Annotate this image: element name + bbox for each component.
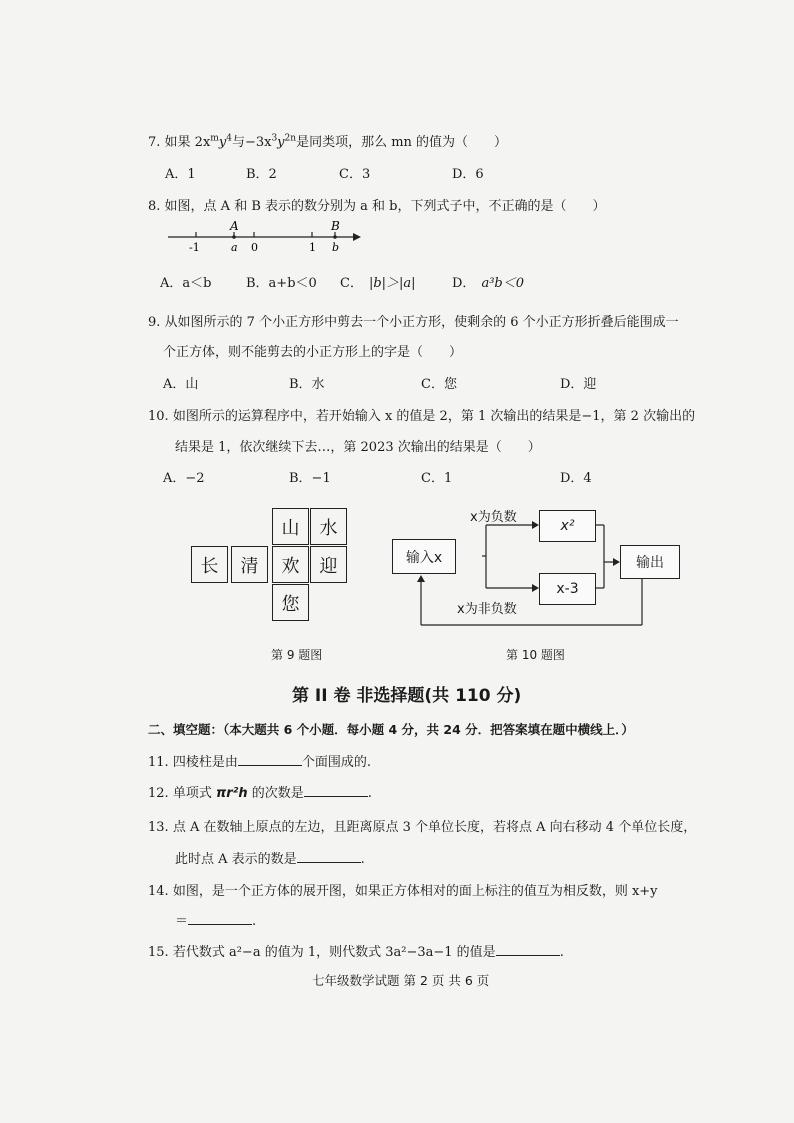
- q8-option-c: [340, 272, 416, 291]
- net-cell-qing: 清: [231, 546, 268, 583]
- question-11-text-post: 个面围成的.: [301, 755, 371, 770]
- question-14: [148, 880, 658, 899]
- monomial-expression: πr²h: [215, 786, 248, 801]
- exponent-m: m: [210, 133, 219, 144]
- arrow-icon: [613, 558, 620, 566]
- question-12-end: .: [367, 786, 372, 801]
- q7-option-b: B．2: [246, 167, 277, 182]
- question-10-line1: 如图所示的运算程序中，若开始输入 x 的值是 2，第 1 次输出的结果是−1，第 2 次输出的: [172, 409, 696, 424]
- q9-option-c: C．您: [421, 377, 457, 392]
- answer-blank[interactable]: [188, 924, 252, 925]
- number-line-figure: [160, 218, 370, 258]
- exponent-4: 4: [226, 133, 232, 144]
- flow-output-box: 输出: [620, 545, 680, 579]
- flow-minus3-box: x-3: [539, 573, 596, 605]
- question-number: 9.: [148, 315, 161, 330]
- option-letter: C．: [340, 276, 363, 291]
- question-number: 13.: [148, 820, 169, 835]
- figure-9-caption: 第 9 题图: [271, 648, 323, 662]
- question-12: [148, 782, 372, 801]
- arrow-icon: [353, 233, 361, 241]
- point-a-dot: [232, 235, 236, 239]
- q8-option-d: [452, 272, 524, 291]
- question-13-line2: [175, 848, 365, 867]
- question-9: [148, 311, 679, 330]
- flow-nonnegative-label: x为非负数: [457, 602, 517, 617]
- q9-option-a: A．山: [163, 377, 199, 392]
- exponent-3: 3: [271, 133, 278, 144]
- section-2-heading: 二、填空题：（本大题共 6 个小题．每小题 4 分，共 24 分．把答案填在题中横线上．）: [148, 722, 634, 737]
- net-cell-ying: 迎: [310, 546, 347, 583]
- question-10-line2: 结果是 1，依次继续下去…，第 2023 次输出的结果是（ ）: [175, 440, 541, 455]
- answer-blank[interactable]: [297, 862, 361, 863]
- question-14-text-pre: ＝: [175, 914, 189, 929]
- question-14-end: .: [252, 914, 257, 929]
- answer-blank[interactable]: [304, 796, 368, 797]
- question-number: 10.: [148, 409, 169, 424]
- label-A: A: [230, 219, 239, 233]
- question-13-end: .: [360, 852, 365, 867]
- square-expression: x²: [560, 518, 575, 534]
- question-number: 7.: [148, 135, 161, 150]
- arrow-icon: [532, 584, 539, 592]
- question-number: 14.: [148, 884, 169, 899]
- question-13: [148, 816, 696, 835]
- tick-label-a: a: [231, 241, 238, 254]
- arrow-icon: [532, 521, 539, 529]
- flow-input-box: 输入x: [392, 539, 456, 574]
- q10-option-a: A．−2: [163, 471, 205, 486]
- net-cell-huan: 欢: [272, 546, 309, 583]
- q10-option-d: D．4: [560, 471, 592, 486]
- net-cell-nin: 您: [272, 584, 309, 621]
- tick-label-neg1: -1: [189, 241, 200, 254]
- q8-option-a: A．a＜b: [160, 276, 212, 291]
- tick-label-b: b: [332, 241, 340, 254]
- option-expression: |b|＞|a|: [368, 276, 416, 291]
- question-8-text: 如图，点 A 和 B 表示的数分别为 a 和 b，下列式子中，不正确的是（ ）: [164, 199, 606, 214]
- question-9-line1: 从如图所示的 7 个小正方形中剪去一个小正方形，使剩余的 6 个小正方形折叠后能围成一: [164, 315, 679, 330]
- question-13-text-pre: 此时点 A 表示的数是: [175, 852, 297, 867]
- answer-blank[interactable]: [238, 765, 302, 766]
- question-number: 15.: [148, 945, 169, 960]
- flow-negative-label: x为负数: [470, 510, 517, 525]
- answer-blank[interactable]: [496, 955, 560, 956]
- point-b-dot: [333, 235, 337, 239]
- q9-option-b: B．水: [289, 377, 325, 392]
- question-8: [148, 195, 606, 214]
- question-14-line1: 如图，是一个正方体的展开图，如果正方体相对的面上标注的值互为相反数，则 x+y: [172, 884, 658, 899]
- q7-option-a: A．1: [165, 167, 196, 182]
- part-2-title: 第 II 卷 非选择题(共 110 分): [292, 686, 522, 706]
- question-14-line2: [175, 910, 256, 929]
- question-15-end: .: [559, 945, 564, 960]
- option-expression: a³b＜0: [481, 276, 524, 291]
- net-cell-shui: 水: [310, 508, 347, 545]
- question-7: [148, 131, 507, 150]
- question-15-text: 若代数式 a²−a 的值为 1，则代数式 3a²−3a−1 的值是: [172, 945, 496, 960]
- question-number: 11.: [148, 755, 169, 770]
- q10-option-c: C．1: [421, 471, 453, 486]
- question-12-text-pre: 单项式: [172, 786, 216, 801]
- question-number: 8.: [148, 199, 161, 214]
- question-11-text-pre: 四棱柱是由: [172, 755, 238, 770]
- variable-y2: y: [277, 135, 285, 150]
- tick-label-1: 1: [309, 241, 316, 254]
- arrow-icon: [417, 575, 425, 582]
- net-cell-shan: 山: [272, 508, 309, 545]
- label-B: B: [331, 219, 340, 233]
- question-7-text-part1: 如果 2x: [164, 135, 211, 150]
- question-number: 12.: [148, 786, 169, 801]
- question-12-text-post: 的次数是: [247, 786, 304, 801]
- figure-10-caption: 第 10 题图: [506, 648, 565, 662]
- q9-option-d: D．迎: [560, 377, 597, 392]
- question-7-text-part3: 是同类项，那么 mn 的值为（ ）: [296, 135, 508, 150]
- tick-label-0: 0: [251, 241, 258, 254]
- option-letter: D．: [452, 276, 476, 291]
- q7-option-c: C．3: [339, 167, 371, 182]
- question-15: [148, 941, 564, 960]
- page-footer: 七年级数学试题 第 2 页 共 6 页: [312, 973, 490, 988]
- variable-y: y: [218, 135, 227, 150]
- question-7-text-part2: 与−3x: [231, 135, 272, 150]
- net-cell-chang: 长: [191, 546, 228, 583]
- q8-option-b: B．a+b＜0: [246, 276, 317, 291]
- question-11: [148, 751, 371, 770]
- question-9-line2: 个正方体，则不能剪去的小正方形上的字是（ ）: [163, 345, 463, 360]
- question-13-line1: 点 A 在数轴上原点的左边，且距离原点 3 个单位长度，若将点 A 向右移动 4 个单位长度，: [172, 820, 697, 835]
- q7-option-d: D．6: [452, 167, 484, 182]
- q10-option-b: B．−1: [289, 471, 331, 486]
- exponent-2n: 2n: [284, 133, 297, 144]
- flow-square-box: [539, 510, 596, 542]
- question-10: [148, 405, 695, 424]
